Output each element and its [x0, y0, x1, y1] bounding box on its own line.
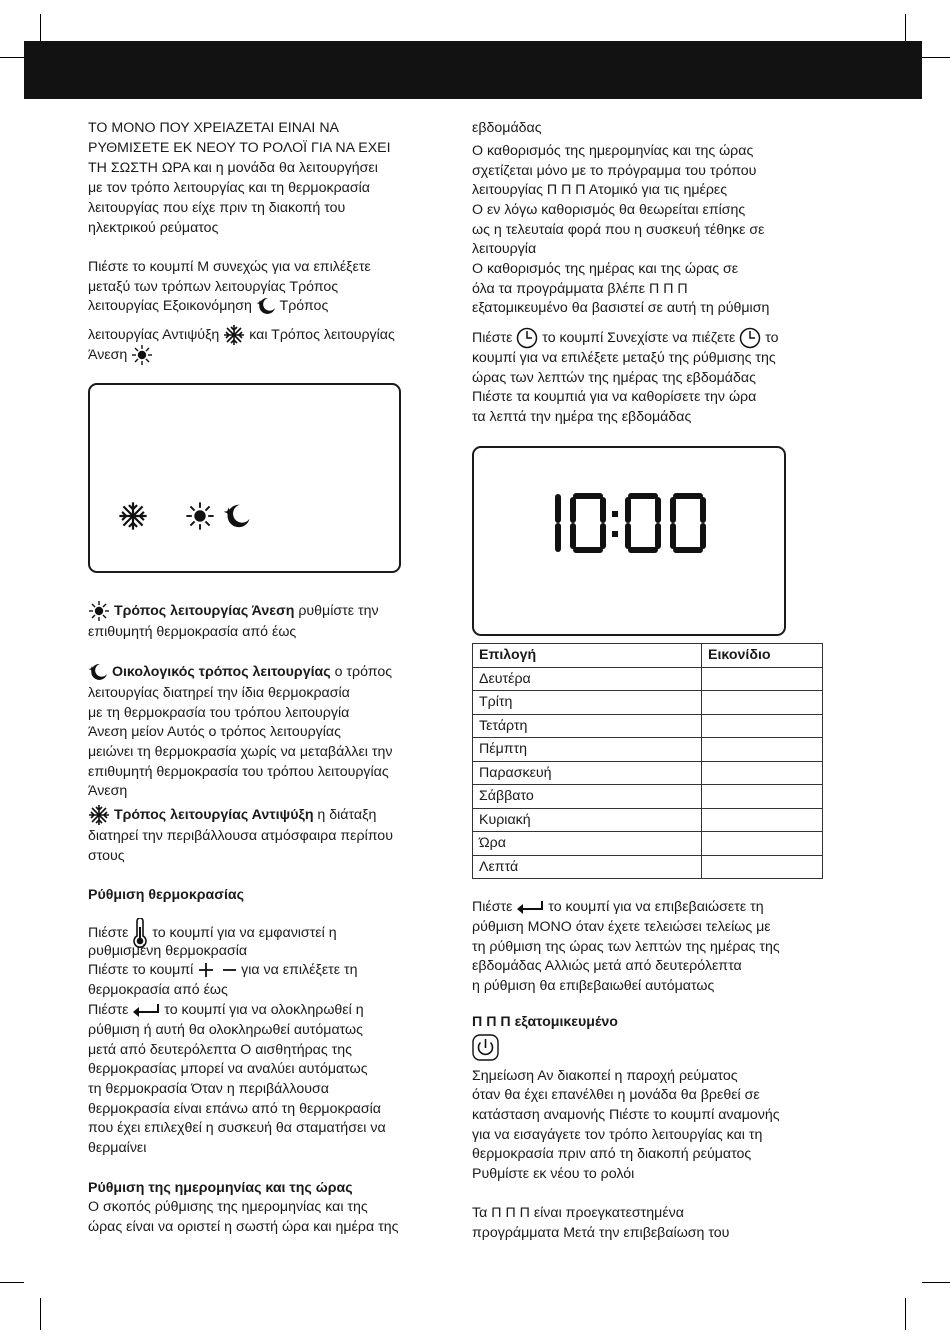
- text-line: εβδομάδας Αλλιώς μετά από δευτερόλεπτα: [472, 958, 742, 974]
- table-row: [473, 691, 823, 715]
- text-span: ρυθμίστε την: [294, 602, 379, 619]
- text-line: σχετίζεται μόνο με το πρόγραμμα του τρόπου: [472, 163, 757, 179]
- moon-star-icon: [256, 297, 276, 315]
- crop-mark: [0, 1282, 24, 1283]
- text-line: ώρας των λεπτών της ημέρας της εβδομάδας: [472, 370, 756, 386]
- table-cell: Τρίτη: [473, 691, 702, 715]
- table-cell-empty: [702, 785, 823, 809]
- text-line: ρύθμιση ή αυτή θα ολοκληρωθεί αυτόματως: [88, 1022, 363, 1038]
- text-line: κουμπί για να επιλέξετε μεταξύ της ρύθμισης της: [472, 350, 776, 366]
- table-cell: Σάββατο: [473, 785, 702, 809]
- text-line: επιθυμητή θερμοκρασία από έως: [88, 624, 297, 640]
- crop-mark: [0, 57, 24, 58]
- text-line: ΤΗ ΣΩΣΤΗ ΩΡΑ και η μονάδα θα λειτουργήσει: [88, 160, 378, 176]
- text-span: η διάταξη: [313, 806, 377, 823]
- text-span: λειτουργίας Αντιψύξη: [88, 326, 224, 343]
- table-row: [473, 714, 823, 738]
- text-line: που έχει επιλεχθεί η συσκευή θα σταματήσει να: [88, 1120, 386, 1136]
- lcd-time-text: 10:00: [546, 493, 549, 494]
- text-line: ρύθμιση ΜΟΝΟ όταν έχετε τελειώσει τελείως με: [472, 919, 771, 935]
- text-line: λειτουργίας που είχε πριν τη διακοπή του: [88, 200, 346, 216]
- table-cell-empty: [702, 832, 823, 856]
- enter-arrow-icon: [516, 900, 544, 914]
- table-cell-empty: [702, 738, 823, 762]
- table-row: [473, 785, 823, 809]
- text-line: μεταξύ των τρόπων λειτουργίας Τρόπος: [88, 279, 339, 295]
- table-cell: Δευτέρα: [473, 667, 702, 691]
- table-header: Επιλογή: [473, 644, 702, 668]
- text-line: λειτουργίας διατηρεί την ίδια θερμοκρασία: [88, 685, 350, 701]
- text-line: Ο σκοπός ρύθμισης της ημερομηνίας και της: [88, 1199, 368, 1215]
- text-span: Πιέστε: [88, 924, 133, 941]
- text-line: Άνεση: [88, 783, 128, 799]
- section-heading: Ρύθμιση της ημερομηνίας και της ώρας: [88, 1180, 353, 1196]
- text-span: το κουμπί για να εμφανιστεί η: [148, 924, 337, 941]
- section-title: Τρόπος λειτουργίας Άνεση: [113, 602, 295, 619]
- text-line: προγράμματα Μετά την επιβεβαίωση του: [472, 1225, 730, 1241]
- text-line: για να εισαγάγετε τον τρόπο λειτουργίας και τη: [472, 1127, 763, 1143]
- options-table: [472, 643, 823, 879]
- text-line: [88, 960, 358, 980]
- text-line: με τον τρόπο λειτουργίας και τη θερμοκρασία: [88, 180, 370, 196]
- snowflake-icon: [118, 501, 148, 531]
- text-line: όλα τα προγράμματα βλέπε Π Π Π: [472, 281, 688, 297]
- crop-mark: [40, 14, 41, 42]
- text-line: ηλεκτρικού ρεύματος: [88, 220, 219, 236]
- text-line: θερμαίνει: [88, 1140, 147, 1156]
- table-cell: Λεπτά: [473, 855, 702, 879]
- clock-icon: [516, 327, 538, 349]
- text-span: το κουμπί Συνεχίστε να πιέζετε: [538, 329, 740, 346]
- enter-arrow-icon: [132, 1003, 160, 1017]
- table-cell: Ώρα: [473, 832, 702, 856]
- text-line: [88, 324, 395, 346]
- table-header: Εικονίδιο: [702, 644, 823, 668]
- text-line: όταν θα έχει επανέλθει η μονάδα θα βρεθεί σε: [472, 1087, 760, 1103]
- text-line: [88, 600, 379, 622]
- text-line: ρυθμισμένη θερμοκρασία: [88, 943, 248, 959]
- text-line: μετά από δευτερόλεπτα Ο αισθητήρας της: [88, 1042, 352, 1058]
- text-line: ΡΥΘΜΙΣΕΤΕ ΕΚ ΝΕΟΥ ΤΟ ΡΟΛΟΪ ΓΙΑ ΝΑ ΕΧΕΙ: [88, 140, 391, 156]
- text-line: εβδομάδας: [472, 120, 542, 136]
- text-line: με τη θερμοκρασία του τρόπου λειτουργία: [88, 705, 350, 721]
- text-span: Πιέστε: [472, 899, 517, 915]
- table-cell-empty: [702, 855, 823, 879]
- table-row: [473, 855, 823, 879]
- text-line: μειώνει τη θερμοκρασία χωρίς να μεταβάλλει την: [88, 744, 393, 760]
- section-heading: Ρύθμιση θερμοκρασίας: [88, 887, 245, 903]
- text-line: Ο εν λόγω καθορισμός θα θεωρείται επίσης: [472, 202, 746, 218]
- text-line: επιθυμητή θερμοκρασία του τρόπου λειτουργίας: [88, 764, 389, 780]
- table-cell-empty: [702, 761, 823, 785]
- section-title: Οικολογικός τρόπος λειτουργίας: [111, 664, 331, 680]
- text-line: ως η τελευταία φορά που η συσκευή τέθηκε σε: [472, 222, 765, 238]
- crop-mark: [905, 1298, 906, 1330]
- table-row: [473, 667, 823, 691]
- text-line: Τα Π Π Π είναι προεγκατεστημένα: [472, 1205, 684, 1221]
- text-line: Πιέστε τα κουμπιά για να καθορίσετε την ώρα: [472, 389, 757, 405]
- table-cell-empty: [702, 667, 823, 691]
- text-span: λειτουργίας Εξοικονόμηση: [88, 298, 256, 314]
- text-line: [472, 897, 764, 917]
- text-span: Πιέστε: [88, 1002, 133, 1018]
- text-span: Τρόπος: [275, 298, 329, 314]
- lcd-display-modes: [88, 383, 401, 573]
- text-line: ΤΟ ΜΟΝΟ ΠΟΥ ΧΡΕΙΑΖΕΤΑΙ ΕΙΝΑΙ ΝΑ: [88, 120, 340, 136]
- text-span: για να επιλέξετε τη: [237, 962, 358, 978]
- text-span: το: [761, 329, 779, 346]
- moon-star-icon: [88, 663, 108, 681]
- text-line: Σημείωση Αν διακοπεί η παροχή ρεύματος: [472, 1068, 738, 1084]
- text-span: το κουμπί για να επιβεβαιώσετε τη: [544, 899, 764, 915]
- table-row: [473, 738, 823, 762]
- text-line: στους: [88, 848, 125, 864]
- text-line: θερμοκρασίας μπορεί να αναλύει αυτόματως: [88, 1061, 368, 1077]
- text-line: τη θερμοκρασία Όταν η περιβάλλουσα: [88, 1081, 329, 1097]
- text-line: Πιέστε το κουμπί M συνεχώς για να επιλέξετε: [88, 259, 371, 275]
- text-line: θερμοκρασία πριν από τη διακοπή ρεύματος: [472, 1146, 752, 1162]
- text-line: τη ρύθμιση της ώρας των λεπτών της ημέρας της: [472, 939, 780, 955]
- text-line: εξατομικευμένο θα βασιστεί σε αυτή τη ρύθμιση: [472, 300, 770, 316]
- moon-star-icon: [223, 503, 251, 529]
- text-line: Ο καθορισμός της ημερομηνίας και της ώρας: [472, 143, 754, 159]
- text-line: [88, 662, 392, 682]
- text-span: Πιέστε το κουμπί: [88, 962, 198, 978]
- text-line: λειτουργία: [472, 241, 537, 257]
- snowflake-icon: [223, 324, 245, 346]
- section-heading: Π Π Π εξατομικευμένο: [472, 1014, 618, 1030]
- table-cell-empty: [702, 714, 823, 738]
- power-icon: [472, 1034, 499, 1061]
- table-cell-empty: [702, 691, 823, 715]
- table-header-row: [473, 644, 823, 668]
- table-cell: Παρασκευή: [473, 761, 702, 785]
- snowflake-icon: [88, 804, 110, 826]
- crop-mark: [922, 1282, 950, 1283]
- lcd-time-readout: [546, 493, 716, 557]
- text-line: λειτουργίας Π Π Π Ατομικό για τις ημέρες: [472, 182, 728, 198]
- text-line: Ο καθορισμός της ημέρας και της ώρας σε: [472, 261, 739, 277]
- table-row: [473, 832, 823, 856]
- table-cell: Τετάρτη: [473, 714, 702, 738]
- text-span: Άνεση: [88, 346, 132, 363]
- text-line: κατάσταση αναμονής Πιέστε το κουμπί αναμονής: [472, 1107, 780, 1123]
- plus-minus-icon: [197, 962, 237, 978]
- text-line: [88, 296, 328, 316]
- sun-icon: [185, 501, 215, 531]
- sun-icon: [131, 344, 153, 366]
- text-line: ώρας είναι να οριστεί η σωστή ώρα και ημέρα της: [88, 1219, 399, 1235]
- text-span: ο τρόπος: [330, 664, 393, 680]
- text-line: [88, 1000, 364, 1020]
- text-span: Πιέστε: [472, 329, 517, 346]
- text-line: θερμοκρασία είναι επάνω από τη θερμοκρασία: [88, 1101, 381, 1117]
- section-title: Τρόπος λειτουργίας Αντιψύξη: [113, 806, 314, 823]
- text-line: [88, 804, 376, 826]
- text-line: θερμοκρασία από έως: [88, 982, 228, 998]
- table-cell: Πέμπτη: [473, 738, 702, 762]
- text-line: [88, 344, 153, 366]
- table-cell: Κυριακή: [473, 808, 702, 832]
- text-line: διατηρεί την περιβάλλουσα ατμόσφαιρα περίπου: [88, 828, 393, 844]
- crop-mark: [905, 14, 906, 42]
- table-row: [473, 761, 823, 785]
- table-row: [473, 808, 823, 832]
- table-cell-empty: [702, 808, 823, 832]
- crop-mark: [922, 57, 950, 58]
- text-span: το κουμπί για να ολοκληρωθεί η: [160, 1002, 364, 1018]
- text-line: [472, 327, 779, 349]
- text-span: και Τρόπος λειτουργίας: [245, 326, 395, 343]
- text-line: τα λεπτά την ημέρα της εβδομάδας: [472, 409, 692, 425]
- text-line: Ρυθμίστε εκ νέου το ρολόι: [472, 1166, 635, 1182]
- clock-icon: [739, 327, 761, 349]
- text-line: Άνεση μείον Αυτός ο τρόπος λειτουργίας: [88, 724, 341, 740]
- crop-mark: [40, 1298, 41, 1330]
- text-line: η ρύθμιση θα επιβεβαιωθεί αυτόματως: [472, 978, 715, 994]
- sun-icon: [88, 600, 110, 622]
- header-bar: [24, 41, 922, 99]
